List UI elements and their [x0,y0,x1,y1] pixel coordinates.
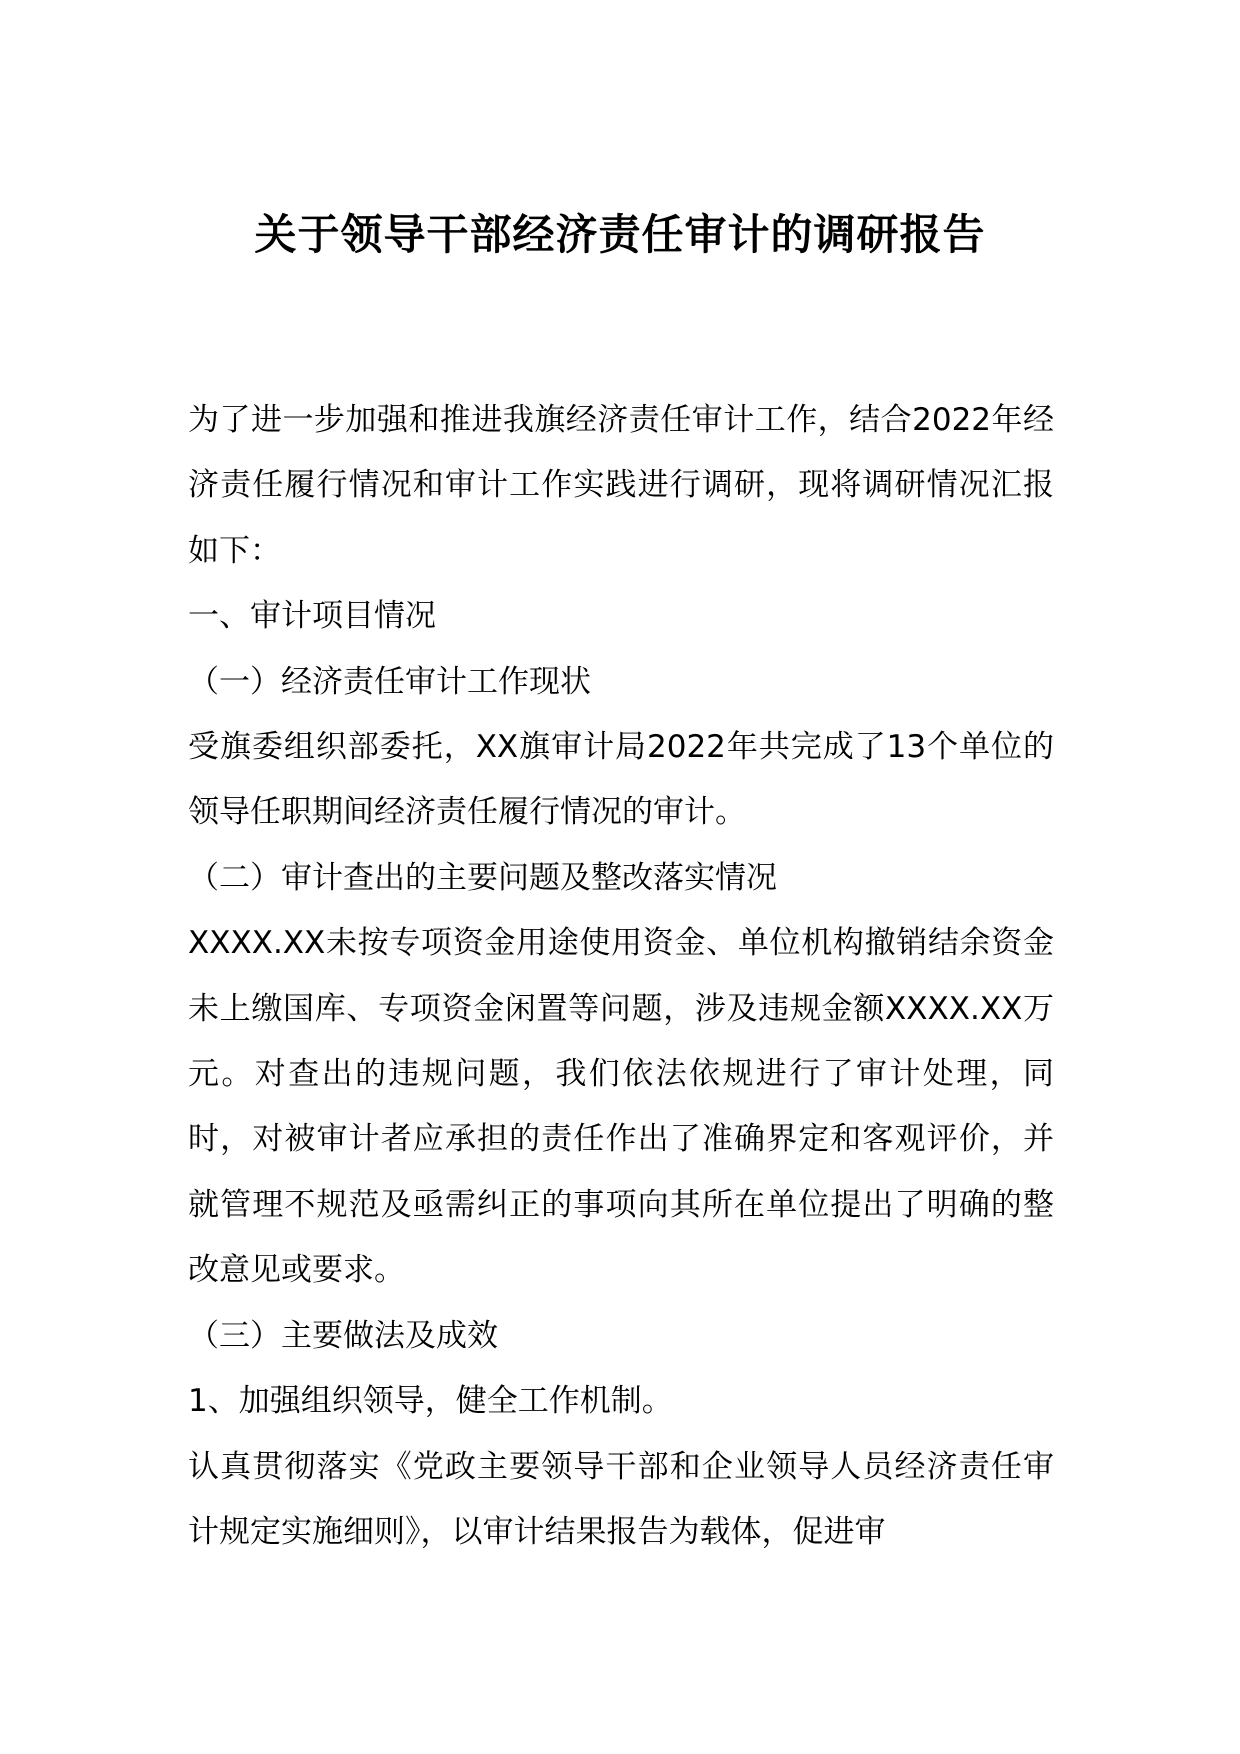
heading-section-1: 一、审计项目情况 [188,598,436,635]
heading-subsection-1: （一）经济责任审计工作现状 [188,663,591,700]
paragraph-problems: XXXX.XX未按专项资金用途使用资金、单位机构撤销结余资金未上缴国库、专项资金闲置等问题，涉及违规金额XXXX.XX万元。对查出的违规问题，我们依法依规进行了审计处理，同时，对被审计者应承担的责任作出了准确界定和客观评价，并就管理不规范及亟需纠正的事项向其所在单位提出了明确的整改意见或要求。 [188,925,1054,1289]
document-title: 关于领导干部经济责任审计的调研报告 [254,210,986,259]
heading-item-1: 1、加强组织领导，健全工作机制。 [188,1383,673,1420]
paragraph-intro: 为了进一步加强和推进我旗经济责任审计工作，结合2022年经济责任履行情况和审计工作实践进行调研，现将调研情况汇报如下： [188,402,1054,569]
paragraph-status: 受旗委组织部委托，XX旗审计局2022年共完成了13个单位的领导任职期间经济责任履行情况的审计。 [188,729,1054,831]
heading-subsection-3: （三）主要做法及成效 [188,1317,498,1354]
paragraph-implementation: 认真贯彻落实《党政主要领导干部和企业领导人员经济责任审计规定实施细则》，以审计结果报告为载体，促进审 [188,1448,1054,1550]
heading-subsection-2: （二）审计查出的主要问题及整改落实情况 [188,859,777,896]
document-body [188,388,1054,1565]
